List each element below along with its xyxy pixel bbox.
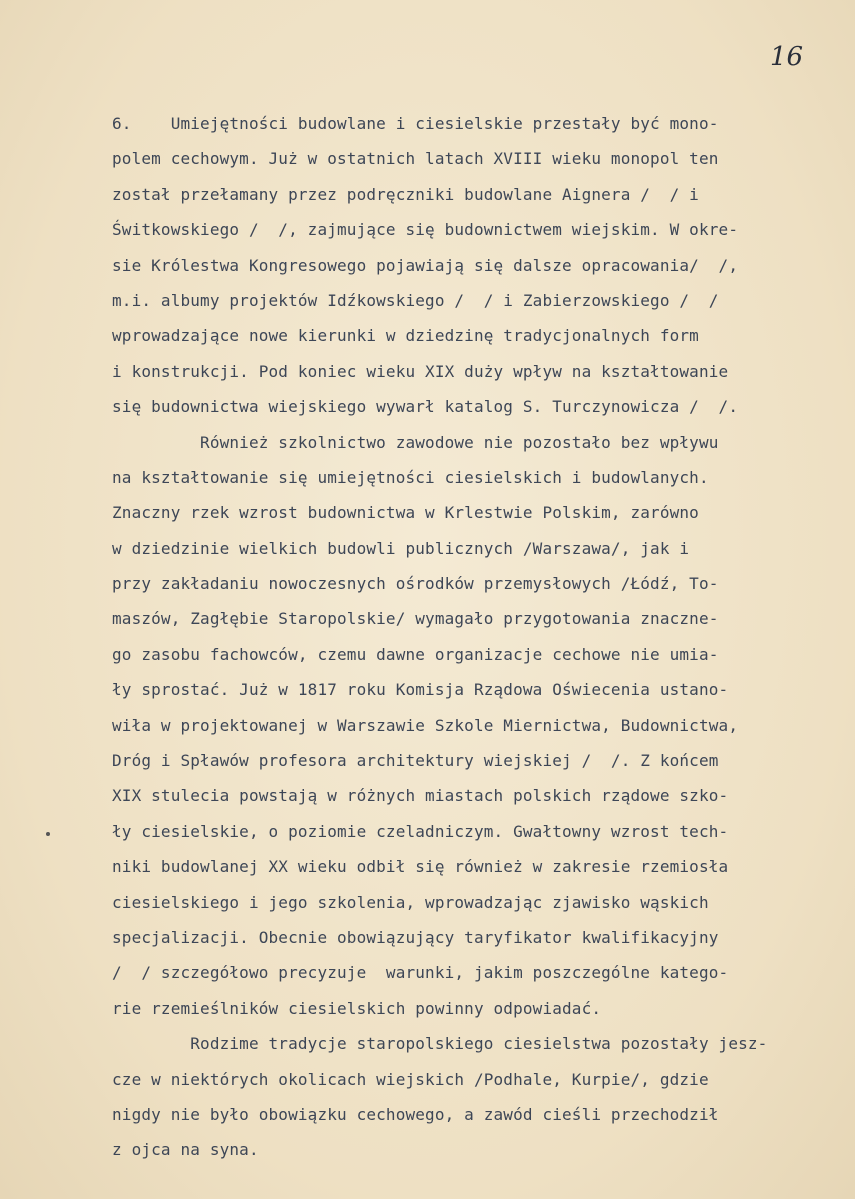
text-line: Świtkowskiego / /, zajmujące się budownictwem wiejskim. W okre- [112,220,739,240]
text-line: z ojca na syna. [112,1140,259,1160]
text-line: wiła w projektowanej w Warszawie Szkole Miernictwa, Budownictwa, [112,715,739,735]
text-line: wprowadzające nowe kierunki w dziedzinę tradycjonalnych form [112,326,699,346]
text-line: / / szczegółowo precyzuje warunki, jakim poszczególne katego- [112,963,729,983]
text-line: sie Królestwa Kongresowego pojawiają się dalsze opracowania/ /, [112,255,739,275]
text-line: rie rzemieślników ciesielskich powinny odpowiadać. [112,998,602,1018]
text-line: niki budowlanej XX wieku odbił się również w zakresie rzemiosła [112,857,729,877]
text-line: ły sprostać. Już w 1817 roku Komisja Rządowa Oświecenia ustano- [112,680,729,700]
page-number: 16 [770,42,804,72]
margin-dot [46,832,50,836]
text-line: Znaczny rzek wzrost budownictwa w Krlestwie Polskim, zarówno [112,503,699,523]
body-text [112,106,852,1168]
text-line: specjalizacji. Obecnie obowiązujący taryfikator kwalifikacyjny [112,927,719,947]
text-line: nigdy nie było obowiązku cechowego, a zawód cieśli przechodził [112,1104,719,1124]
text-line: się budownictwa wiejskiego wywarł katalog S. Turczynowicza / /. [112,397,739,417]
text-line: przy zakładaniu nowoczesnych ośrodków przemysłowych /Łódź, To- [112,574,719,594]
text-line: maszów, Zagłębie Staropolskie/ wymagało przygotowania znaczne- [112,609,719,629]
text-line: 6. Umiejętności budowlane i ciesielskie przestały być mono- [112,114,719,133]
text-line: Również szkolnictwo zawodowe nie pozostało bez wpływu [112,432,719,452]
text-line: polem cechowym. Już w ostatnich latach XVIII wieku monopol ten [112,149,719,169]
text-line: został przełamany przez podręczniki budowlane Aignera / / i [112,184,699,204]
text-line: XIX stulecia powstają w różnych miastach polskich rządowe szko- [112,786,729,806]
text-line: i konstrukcji. Pod koniec wieku XIX duży wpływ na kształtowanie [112,361,729,381]
text-line: ły ciesielskie, o poziomie czeladniczym. Gwałtowny wzrost tech- [112,821,729,841]
text-line: Rodzime tradycje staropolskiego ciesielstwa pozostały jesz- [112,1034,768,1054]
text-line: w dziedzinie wielkich budowli publicznych /Warszawa/, jak i [112,538,690,558]
text-line: cze w niektórych okolicach wiejskich /Podhale, Kurpie/, gdzie [112,1069,709,1089]
text-line: Dróg i Spławów profesora architektury wiejskiej / /. Z końcem [112,751,719,771]
text-line: na kształtowanie się umiejętności ciesielskich i budowlanych. [112,467,709,487]
text-line: m.i. albumy projektów Idźkowskiego / / i Zabierzowskiego / / [112,290,719,310]
text-line: ciesielskiego i jego szkolenia, wprowadzając zjawisko wąskich [112,892,709,912]
text-line: go zasobu fachowców, czemu dawne organizacje cechowe nie umia- [112,644,719,664]
